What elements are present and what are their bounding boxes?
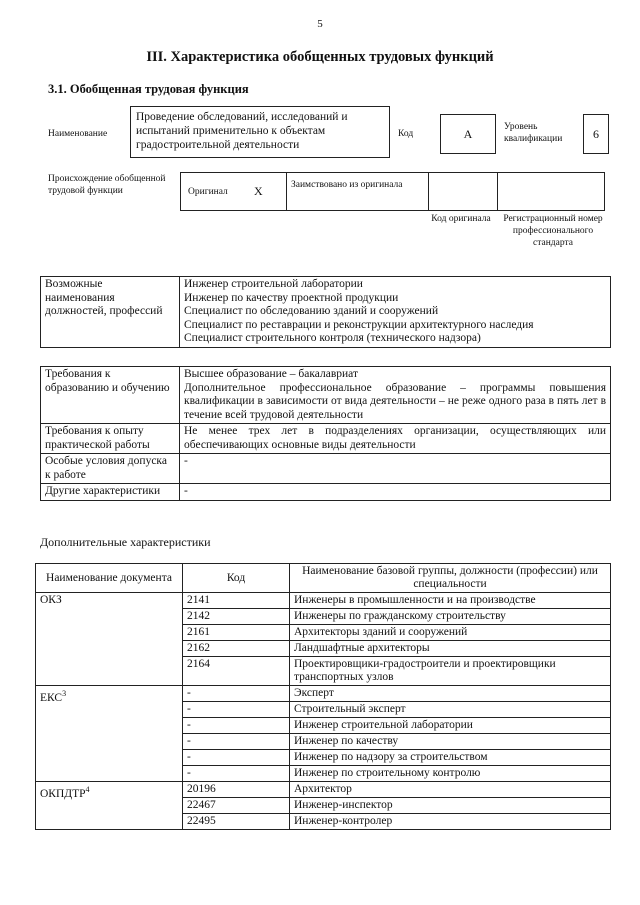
doc-name: ЕКС — [40, 691, 63, 704]
name-label: Наименование — [48, 129, 108, 139]
experience-line: Не менее трех лет в подразделениях организации, осуществляющих или обеспечивающих основные виды деятельности — [184, 425, 606, 451]
code-cell: 22495 — [183, 814, 290, 830]
position-item: Инженер по качеству проектной продукции — [184, 291, 399, 304]
positions-label: Возможные наименования должностей, профессий — [41, 277, 180, 348]
function-name-box — [130, 106, 390, 158]
other-characteristics-row — [41, 484, 611, 501]
code-cell: - — [183, 702, 290, 718]
additional-row — [36, 782, 611, 798]
title-cell: Инженер по строительному контролю — [290, 766, 611, 782]
education-line: Дополнительное профессиональное образование – программы повышения квалификации в зависимости от вида деятельности – не реже одного раза в пять лет в течение всей трудовой деятельности — [184, 381, 606, 421]
col-doc-header: Наименование документа — [36, 564, 183, 593]
borrowed-label: Заимствовано из оригинала — [291, 180, 403, 190]
footnote-mark: 4 — [85, 785, 90, 794]
title-cell: Проектировщики-градостроители и проектировщики транспортных узлов — [290, 657, 611, 686]
code-cell: 2164 — [183, 657, 290, 686]
subsection-title: 3.1. Обобщенная трудовая функция — [48, 82, 249, 96]
page-number: 5 — [317, 18, 323, 30]
other-characteristics-value: - — [184, 485, 188, 497]
education-line: Высшее образование – бакалавриат — [184, 368, 358, 380]
code-cell: - — [183, 686, 290, 702]
education-row — [41, 367, 611, 424]
education-label: Требования к образованию и обучению — [41, 367, 180, 424]
positions-table — [40, 276, 611, 348]
experience-label: Требования к опыту практической работы — [41, 424, 180, 454]
origin-box — [180, 172, 605, 211]
code-value: А — [463, 127, 473, 141]
position-item: Специалист по обследованию зданий и сооружений — [184, 305, 439, 317]
origin-label: Происхождение обобщенной трудовой функции — [48, 174, 166, 196]
code-cell: - — [183, 734, 290, 750]
positions-list — [180, 277, 611, 348]
doc-name: ОКПДТР — [40, 787, 86, 800]
code-original-caption: Код оригинала — [431, 214, 491, 224]
code-cell: 2162 — [183, 641, 290, 657]
title-cell: Инженер-инспектор — [290, 798, 611, 814]
title-cell: Инженеры в промышленности и на производстве — [290, 593, 611, 609]
additional-row — [36, 593, 611, 609]
position-item: Специалист по реставрации и реконструкции архитектурного наследия — [184, 318, 534, 331]
code-cell: 2142 — [183, 609, 290, 625]
level-box — [583, 114, 609, 154]
level-label: Уровень квалификации — [504, 122, 563, 144]
code-cell: 22467 — [183, 798, 290, 814]
experience-row — [41, 424, 611, 454]
code-box — [440, 114, 496, 154]
additional-row — [36, 686, 611, 702]
section-title: III. Характеристика обобщенных трудовых функций — [146, 49, 494, 65]
code-cell: 2141 — [183, 593, 290, 609]
function-name-value: Проведение обследований, исследований и испытаний применительно к объектам градостроительной деятельности — [136, 111, 348, 151]
additional-table — [35, 563, 611, 830]
title-cell: Инженеры по гражданскому строительству — [290, 609, 611, 625]
level-value: 6 — [593, 127, 599, 141]
requirements-table — [40, 366, 611, 501]
original-label: Оригинал — [188, 187, 228, 197]
reg-number-caption: Регистрационный номер профессионального стандарта — [503, 214, 603, 248]
footnote-mark: 3 — [62, 689, 67, 698]
title-cell: Инженер по качеству — [290, 734, 611, 750]
code-cell: 2161 — [183, 625, 290, 641]
original-cell — [181, 173, 287, 210]
doc-name-cell — [36, 686, 183, 782]
code-cell: - — [183, 766, 290, 782]
title-cell: Архитекторы зданий и сооружений — [290, 625, 611, 641]
title-cell: Эксперт — [290, 686, 611, 702]
doc-name: ОКЗ — [40, 594, 62, 606]
additional-title: Дополнительные характеристики — [40, 535, 211, 549]
doc-name-cell — [36, 593, 183, 686]
code-cell: - — [183, 750, 290, 766]
additional-header-row — [36, 564, 611, 593]
origin-divider-2 — [497, 173, 498, 210]
title-cell: Инженер строительной лаборатории — [290, 718, 611, 734]
title-cell: Ландшафтные архитекторы — [290, 641, 611, 657]
other-characteristics-label: Другие характеристики — [41, 484, 180, 501]
code-cell: 20196 — [183, 782, 290, 798]
title-cell: Инженер-контролер — [290, 814, 611, 830]
special-conditions-label: Особые условия допуска к работе — [41, 454, 180, 484]
col-code-header: Код — [183, 564, 290, 593]
col-name-header: Наименование базовой группы, должности (профессии) или специальности — [290, 564, 611, 593]
title-cell: Архитектор — [290, 782, 611, 798]
origin-divider-1 — [428, 173, 429, 210]
code-cell: - — [183, 718, 290, 734]
position-item: Инженер строительной лаборатории — [184, 278, 363, 290]
position-item: Специалист строительного контроля (технического надзора) — [184, 332, 481, 344]
title-cell: Инженер по надзору за строительством — [290, 750, 611, 766]
original-mark: Х — [254, 184, 263, 198]
special-conditions-row — [41, 454, 611, 484]
doc-name-cell — [36, 782, 183, 830]
title-cell: Строительный эксперт — [290, 702, 611, 718]
special-conditions-value: - — [184, 455, 188, 467]
code-label: Код — [398, 129, 414, 139]
